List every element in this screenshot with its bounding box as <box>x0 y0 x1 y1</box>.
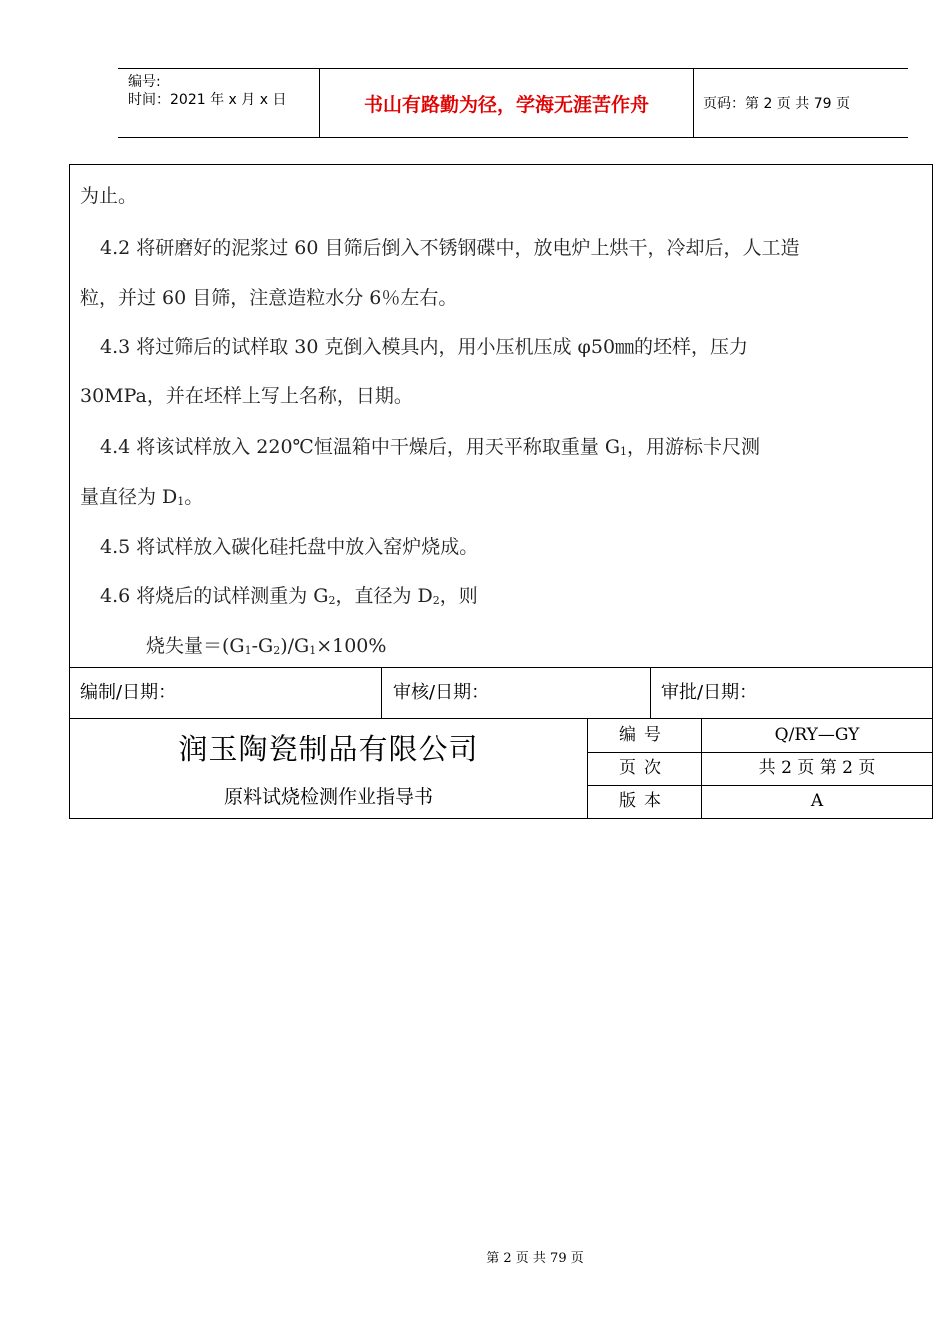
formula-part: -G <box>251 635 274 657</box>
step-4-5-line: 4.5 将试样放入碳化硅托盘中放入窑炉烧成。 <box>100 536 479 558</box>
document-meta <box>587 719 932 818</box>
procedure-content <box>70 165 932 668</box>
subscript: 1 <box>309 644 317 657</box>
meta-row-number <box>587 719 932 753</box>
step-4-4-text2-end: 。 <box>184 486 204 508</box>
step-4-6-text: 4.6 将烧后的试样测重为 G <box>100 585 329 607</box>
signoff-row <box>70 668 932 719</box>
meta-label: 版本 <box>587 785 702 818</box>
header-time: 时间：2021 年 x 月 x 日 <box>128 92 287 108</box>
subscript: 2 <box>432 594 440 607</box>
subscript: 2 <box>328 594 336 607</box>
step-4-3-line1: 4.3 将过筛后的试样取 30 克倒入模具内，用小压机压成 φ50㎜的坯样，压力 <box>100 336 749 358</box>
meta-value: A <box>810 791 824 811</box>
step-4-6-line <box>100 581 478 608</box>
divider <box>650 668 651 718</box>
header-meta <box>128 73 286 109</box>
page-header <box>118 68 908 138</box>
meta-value: 共 2 页 第 2 页 <box>758 758 876 778</box>
meta-label: 页次 <box>587 752 702 785</box>
step-4-4-line2 <box>80 482 203 509</box>
step-4-6-text-mid: ，直径为 D <box>335 585 433 607</box>
formula-part: ×100% <box>316 635 387 657</box>
step-4-2-line1: 4.2 将研磨好的泥浆过 60 目筛后倒入不锈钢碟中，放电炉上烘干，冷却后，人工造 <box>100 237 800 259</box>
procedure-table <box>69 164 933 819</box>
step-4-3-line2: 30MPa，并在坯样上写上名称，日期。 <box>80 385 413 407</box>
header-page-code: 页码：第 2 页 共 79 页 <box>703 96 850 112</box>
company-cell <box>70 719 588 818</box>
subscript: 1 <box>177 495 185 508</box>
document-info-block <box>70 719 932 818</box>
page-footer: 第 2 页 共 79 页 <box>486 1251 584 1266</box>
step-4-2-line2: 粒，并过 60 目筛，注意造粒水分 6％左右。 <box>80 287 458 309</box>
reviewed-by-label: 审核/日期： <box>393 682 490 703</box>
divider <box>381 668 382 718</box>
text-line: 为止。 <box>80 185 138 207</box>
approved-by-label: 审批/日期： <box>661 682 758 703</box>
step-4-6-text-end: ，则 <box>439 585 478 607</box>
step-4-4-text-end: ，用游标卡尺测 <box>627 436 761 458</box>
meta-row-version <box>587 785 932 818</box>
step-4-4-line1 <box>100 432 760 459</box>
meta-row-page <box>587 752 932 786</box>
formula-part: 烧失量＝(G <box>146 635 245 657</box>
loss-formula <box>146 631 386 658</box>
subscript: 1 <box>244 644 252 657</box>
header-number-label: 编号: <box>128 74 161 90</box>
subscript: 2 <box>273 644 281 657</box>
formula-part: )/G <box>280 635 310 657</box>
header-motto: 书山有路勤为径，学海无涯苦作舟 <box>319 69 694 137</box>
document-title: 原料试烧检测作业指导书 <box>223 786 433 808</box>
step-4-4-text2: 量直径为 D <box>80 486 178 508</box>
meta-value: Q/RY—GY <box>774 725 860 745</box>
subscript: 1 <box>620 445 628 458</box>
company-name: 润玉陶瓷制品有限公司 <box>178 732 479 766</box>
meta-label: 编号 <box>587 719 702 752</box>
prepared-by-label: 编制/日期： <box>80 682 177 703</box>
step-4-4-text: 4.4 将该试样放入 220℃恒温箱中干燥后，用天平称取重量 G <box>100 436 621 458</box>
